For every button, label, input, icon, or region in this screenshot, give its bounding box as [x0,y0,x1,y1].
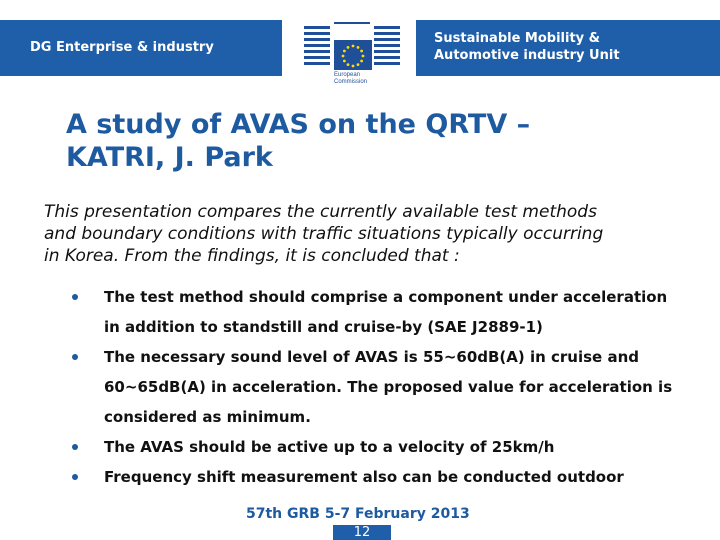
conclusion-list [72,282,717,492]
footer-event: 57th GRB 5-7 February 2013 [246,506,470,522]
list-item [72,282,717,342]
bullet-dot-icon [72,474,78,480]
unit-label-line-1: Sustainable Mobility & [434,31,601,46]
list-item [72,462,717,492]
list-item-line: The AVAS should be active up to a velocity of 25km/h [104,438,555,456]
slide-title-line-2: KATRI, J. Park [66,142,273,173]
list-item-line: The necessary sound level of AVAS is 55~60dB(A) in cruise and [104,348,639,366]
list-item-line: 60~65dB(A) in acceleration. The proposed value for acceleration is [104,378,673,396]
intro-paragraph [44,201,714,267]
logo-wordmark-line-2: Commission [334,79,368,85]
dg-label: DG Enterprise & industry [30,40,214,55]
list-item-line: The test method should comprise a component under acceleration [104,288,668,306]
slide-title [66,108,686,174]
european-commission-logo [296,18,408,100]
logo-wordmark [334,72,367,86]
list-item-line: Frequency shift measurement also can be conducted outdoor [104,468,624,486]
list-item-line: considered as minimum. [104,408,311,426]
intro-line-2: and boundary conditions with traffic situations typically occurring [44,224,604,244]
list-item-line: in addition to standstill and cruise-by (SAE J2889-1) [104,318,543,336]
unit-label [434,30,620,64]
bullet-dot-icon [72,354,78,360]
logo-wordmark-line-1: European [334,72,361,78]
list-item [72,342,717,432]
slide-title-line-1: A study of AVAS on the QRTV – [66,109,531,140]
page-number: 12 [333,525,391,540]
unit-label-line-2: Automotive industry Unit [434,48,620,63]
intro-line-3: in Korea. From the findings, it is concluded that : [44,246,460,266]
list-item [72,432,717,462]
bullet-dot-icon [72,444,78,450]
bullet-dot-icon [72,294,78,300]
intro-line-1: This presentation compares the currently available test methods [44,202,597,222]
